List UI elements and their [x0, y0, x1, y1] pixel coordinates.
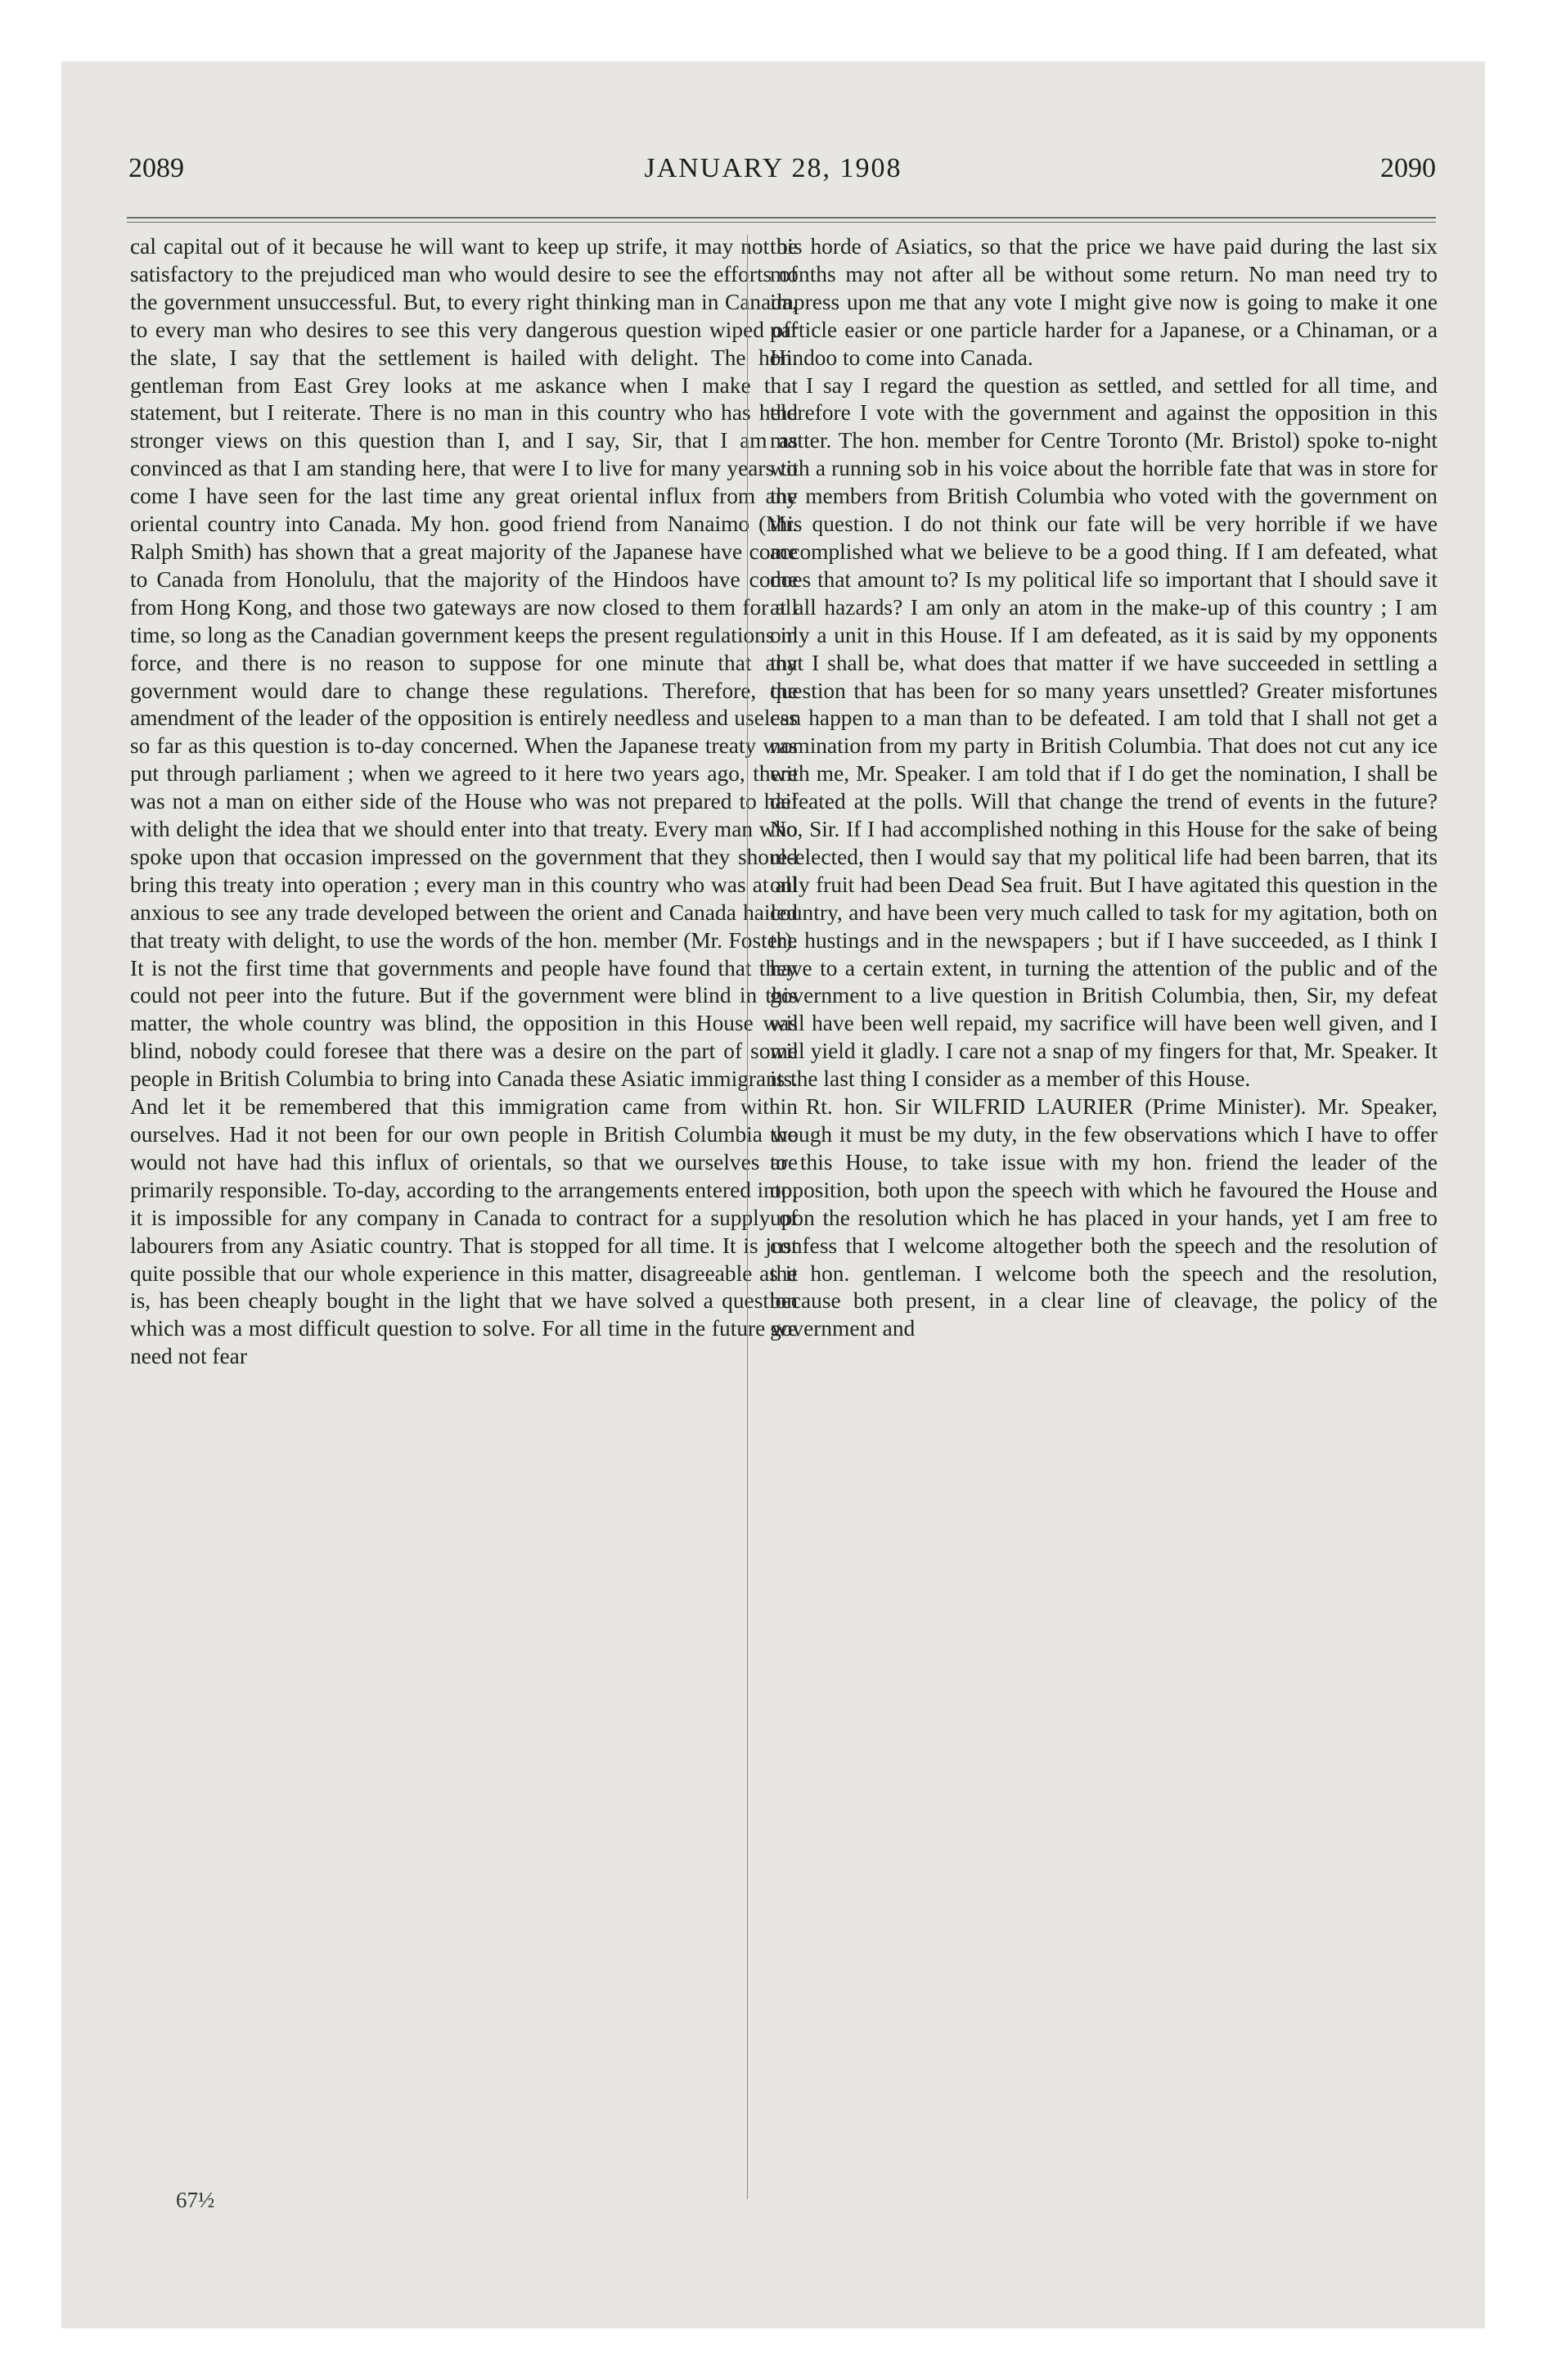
left-paragraph-1: cal capital out of it because he will want to keep up strife, it may not be satisfactory to the prejudiced man who would desire to see the efforts of the government unsuccessful. But, to every right thinking man in Canada, to every man who desires to see this very dangerous question wiped off the slate, I say that the settlement is hailed with delight. The hon. gentleman from East Grey looks at me askance when I make that statement, but I reiterate. There is no man in this country who has held stronger views on this question than I, and I say, Sir, that I am as convinced as that I am standing here, that were I to live for many years to come I have seen for the last time any great oriental influx from any oriental country into Canada. My hon. good friend from Nanaimo (Mr. Ralph Smith) has shown that a great majority of the Japanese have come to Canada from Honolulu, that the majority of the Hindoos have come from Hong Kong, and those two gateways are now closed to them for all time, so long as the Canadian government keeps the present regulations in force, and there is no reason to suppose for one minute that any government would dare to change these regulations. Therefore, the amendment of the leader of the opposition is entirely needless and useless so far as this question is to-day concerned. When the Japanese treaty was put through parliament ; when we agreed to it here two years ago, there was not a man on either side of the House who was not prepared to hail with delight the idea that we should enter into that treaty. Every man who spoke upon that occasion impressed on the government that they should bring this treaty into operation ; every man in this country who was at all anxious to see any trade developed between the orient and Canada hailed that treaty with delight, to use the words of the hon. member (Mr. Foster). It is not the first time that governments and people have found that they could not peer into the future. But if the government were blind in this matter, the whole country was blind, the opposition in this House was blind, nobody could foresee that there was a desire on the part of some people in British Columbia to bring into Canada these Asiatic immigrants. And let it be remembered that this immigration came from within ourselves. Had it not been for our own people in British Columbia we would not have had this influx of orientals, so that we ourselves are primarily responsible. To-day, according to the arrangements entered into, it is impossible for any company in Canada to contract for a supply of labourers from any Asiatic country. That is stopped for all time. It is just quite possible that our whole experience in this matter, disagreeable as it is, has been cheaply bought in the light that we have solved a question which was a most difficult question to solve. For all time in the future we need not fear [130, 234, 798, 1369]
header-rule-bottom [127, 222, 1436, 223]
right-paragraph-2: I say I regard the question as settled, and settled for all time, and therefore I vote with the government and against the opposition in this matter. The hon. member for Centre Toronto (Mr. Bristol) spoke to-night with a running sob in his voice about the horrible fate that was in store for the members from British Columbia who voted with the government on this question. I do not think our fate will be very horrible if we have accomplished what we believe to be a good thing. If I am defeated, what does that amount to? Is my political life so important that I should save it at all hazards? I am only an atom in the make-up of this country ; I am only a unit in this House. If I am defeated, as it is said by my opponents that I shall be, what does that matter if we have succeeded in settling a question that has been for so many years unsettled? Greater misfortunes can happen to a man than to be defeated. I am told that I shall not get a nomination from my party in British Columbia. That does not cut any ice with me, Mr. Speaker. I am told that if I do get the nomination, I shall be defeated at the polls. Will that change the trend of events in the future? No, Sir. If I had accomplished nothing in this House for the sake of being re-elected, then I would say that my political life had been barren, that its only fruit had been Dead Sea fruit. But I have agitated this question in the country, and have been very much called to task for my agitation, both on the hustings and in the newspapers ; but if I have succeeded, as I think I have to a certain extent, in turning the attention of the public and of the government to a live question in British Columbia, then, Sir, my defeat will have been well repaid, my sacrifice will have been well given, and I will yield it gladly. I care not a snap of my fingers for that, Mr. Speaker. It is the last thing I consider as a member of this House. [770, 372, 1438, 1092]
page-header [61, 153, 1485, 194]
page-date: JANUARY 28, 1908 [644, 153, 902, 183]
right-paragraph-3: Rt. hon. Sir WILFRID LAURIER (Prime Minister). Mr. Speaker, though it must be my duty, in the few observations which I have to offer to this House, to take issue with my hon. friend the leader of the opposition, both upon the speech with which he favoured the House and upon the resolution which he has placed in your hands, yet I am free to confess that I welcome altogether both the speech and the resolution of the hon. gentleman. I welcome both the speech and the resolution, because both present, in a clear line of cleavage, the policy of the government and [770, 1094, 1438, 1341]
column-divider [747, 235, 748, 2199]
document-page [61, 61, 1485, 2328]
header-rule-top [127, 217, 1436, 219]
signature-mark: 67½ [176, 2188, 215, 2212]
page-number-left: 2089 [128, 153, 184, 183]
right-column [770, 233, 1438, 1343]
left-column [130, 233, 798, 1371]
right-paragraph-1: this horde of Asiatics, so that the price we have paid during the last six months may not after all be without some return. No man need try to impress upon me that any vote I might give now is going to make it one particle easier or one particle harder for a Japanese, or a Chinaman, or a Hindoo to come into Canada. [770, 234, 1438, 370]
page-number-right: 2090 [1380, 153, 1436, 183]
